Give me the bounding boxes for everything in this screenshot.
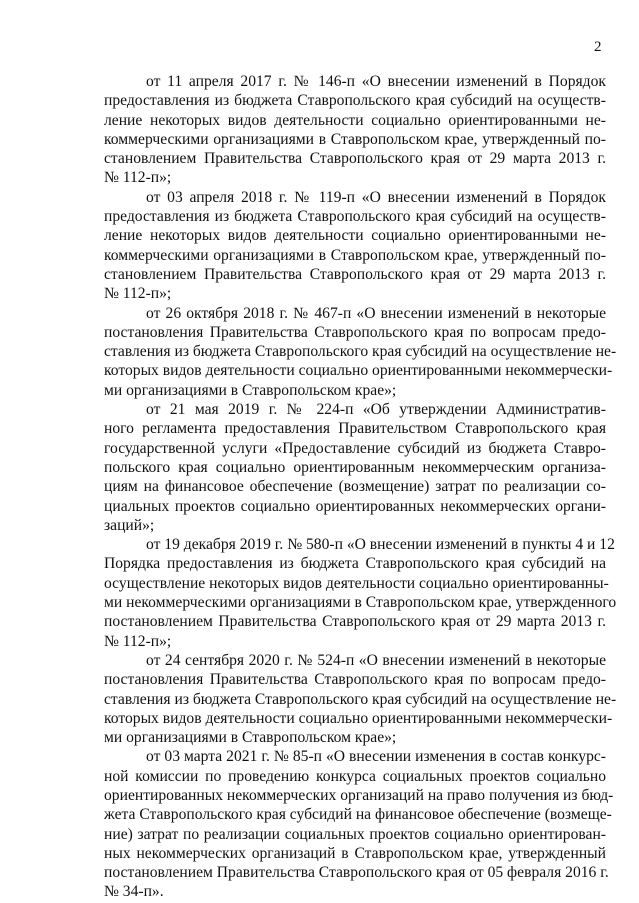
list-item-paragraph: [104, 535, 617, 651]
text-line: от 26 октября 2018 г. № 467-п «О внесении изменений в некоторые: [146, 304, 606, 322]
text-line: осуществление некоторых видов деятельности социально ориентированны-: [104, 574, 609, 592]
text-line: коммерческими организациями в Ставропольском крае, утвержденный по-: [104, 130, 606, 148]
document-body: [104, 72, 617, 902]
text-line: от 21 мая 2019 г. № 224-п «Об утверждении Административ-: [146, 401, 606, 419]
text-line: ного регламента предоставления Правительством Ставропольского края: [104, 420, 606, 438]
text-line: которых видов деятельности социально ориентированными некоммерчески-: [104, 362, 613, 380]
text-line: ориентированных некоммерческих организаций на право получения из бюд-: [104, 786, 614, 804]
text-line: ление некоторых видов деятельности социально ориентированными не-: [104, 111, 606, 129]
text-line: постановлением Правительства Ставропольского края от 29 марта 2013 г.: [104, 613, 606, 631]
page-number: 2: [594, 39, 602, 55]
text-line: предоставления из бюджета Ставропольского края субсидий на осуществ-: [104, 208, 606, 226]
text-line: жета Ставропольского края субсидий на финансовое обеспечение (возмеще-: [104, 806, 612, 824]
text-line: № 112-п»;: [104, 169, 172, 187]
text-line: ной комиссии по проведению конкурса социальных проектов социально: [104, 767, 606, 785]
text-line: которых видов деятельности социально ориентированными некоммерчески-: [104, 709, 613, 727]
text-line: циям на финансовое обеспечение (возмещение) затрат по реализации со-: [104, 478, 606, 496]
text-line: № 112-п»;: [104, 632, 172, 650]
text-line: ми организациями в Ставропольском крае»;: [104, 729, 397, 747]
text-line: государственной услуги «Предоставление субсидий из бюджета Ставро-: [104, 439, 606, 457]
text-line: становлением Правительства Ставропольского края от 29 марта 2013 г.: [104, 150, 606, 168]
text-line: ставления из бюджета Ставропольского края субсидий на осуществление не-: [104, 690, 617, 708]
text-line: Порядка предоставления из бюджета Ставропольского края субсидий на: [104, 555, 606, 573]
text-line: становлением Правительства Ставропольского края от 29 марта 2013 г.: [104, 265, 606, 283]
text-line: предоставления из бюджета Ставропольского края субсидий на осуществ-: [104, 92, 606, 110]
text-line: ние) затрат по реализации социальных проектов социально ориентирован-: [104, 825, 606, 843]
text-line: от 03 марта 2021 г. № 85-п «О внесении изменения в состав конкурс-: [146, 748, 606, 766]
list-item-paragraph: [104, 72, 606, 188]
list-item-paragraph: [104, 747, 614, 901]
list-item-paragraph: [104, 188, 606, 304]
text-line: заций»;: [104, 516, 155, 534]
text-line: ных некоммерческих организаций в Ставропольском крае, утвержденный: [104, 844, 606, 862]
text-line: ление некоторых видов деятельности социально ориентированными не-: [104, 227, 606, 245]
text-line: постановления Правительства Ставропольского края по вопросам предо-: [104, 671, 606, 689]
text-line: постановления Правительства Ставропольского края по вопросам предо-: [104, 323, 606, 341]
list-item-paragraph: [104, 400, 606, 535]
text-line: циальных проектов социально ориентированных некоммерческих органи-: [104, 497, 606, 515]
text-line: от 24 сентября 2020 г. № 524-п «О внесении изменений в некоторые: [146, 651, 606, 669]
text-line: от 11 апреля 2017 г. № 146-п «О внесении изменений в Порядок: [146, 73, 606, 90]
text-line: № 112-п»;: [104, 285, 172, 303]
text-line: постановлением Правительства Ставропольского края от 05 февраля 2016 г.: [104, 864, 609, 882]
text-line: ми некоммерческими организациями в Ставропольском крае, утвержденного: [104, 594, 617, 612]
text-line: польского края социально ориентированным некоммерческим организа-: [104, 458, 606, 476]
text-line: ми организациями в Ставропольском крае»;: [104, 381, 397, 399]
list-item-paragraph: [104, 304, 617, 400]
text-line: № 34-п».: [104, 883, 164, 901]
list-item-paragraph: [104, 651, 617, 747]
text-line: от 19 декабря 2019 г. № 580-п «О внесении изменений в пункты 4 и 12: [146, 536, 615, 554]
text-line: ставления из бюджета Ставропольского края субсидий на осуществление не-: [104, 343, 617, 361]
text-line: от 03 апреля 2018 г. № 119-п «О внесении изменений в Порядок: [146, 188, 606, 206]
text-line: коммерческими организациями в Ставропольском крае, утвержденный по-: [104, 246, 606, 264]
